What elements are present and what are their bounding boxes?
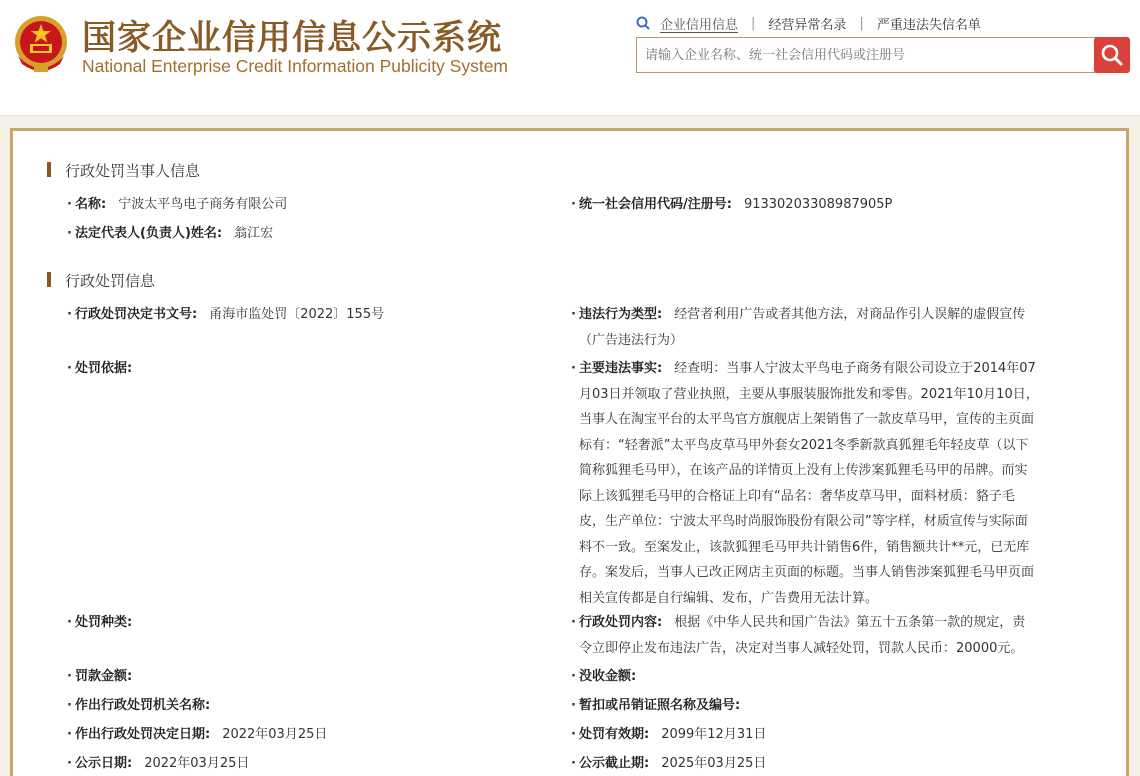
party-name-label: 名称: xyxy=(75,197,107,212)
party-name-value: 宁波太平鸟电子商务有限公司 xyxy=(118,197,288,212)
decision-date-value: 2022年03月25日 xyxy=(222,727,328,742)
nav-abnormal-list[interactable]: 经营异常名录 xyxy=(768,17,847,33)
section-penalty-title: 行政处罚信息 xyxy=(47,270,155,291)
facts-line: 经查明：当事人宁波太平鸟电子商务有限公司设立于2014年07 xyxy=(674,361,1036,376)
site-title-cn: 国家企业信用信息公示系统 xyxy=(82,18,502,58)
publicity-date-label: 公示日期: xyxy=(75,756,133,771)
credit-code-label: 统一社会信用代码/注册号: xyxy=(579,197,732,212)
license-row: · 暂扣或吊销证照名称及编号: xyxy=(571,698,741,713)
legal-rep-label: 法定代表人(负责人)姓名: xyxy=(75,226,223,241)
basis-label: 处罚依据: xyxy=(75,361,133,376)
facts-label: 主要违法事实: xyxy=(579,361,663,376)
nav-divider: | xyxy=(859,15,864,31)
publicity-date-value: 2022年03月25日 xyxy=(144,756,250,771)
authority-label: 作出行政处罚机关名称: xyxy=(75,698,211,713)
facts-line: 际上该狐狸毛马甲的合格证上印有“品名：奢华皮草马甲，面料材质：貉子毛 xyxy=(579,488,1015,504)
kind-label: 处罚种类: xyxy=(75,615,133,630)
basis-row: · 处罚依据: xyxy=(67,361,133,376)
credit-code-row: · 统一社会信用代码/注册号: 91330203308987905P xyxy=(571,197,893,212)
national-emblem-icon xyxy=(12,14,70,76)
search-icon xyxy=(1100,43,1124,67)
confiscation-label: 没收金额: xyxy=(579,669,637,684)
facts-line: 标有：“轻奢派”太平鸟皮草马甲外套女2021冬季新款真狐狸毛年轻皮草（以下 xyxy=(579,437,1029,453)
site-title-en: National Enterprise Credit Information Publicity System xyxy=(82,56,509,76)
publicity-date-row: · 公示日期: 2022年03月25日 xyxy=(67,756,250,771)
decision-no-row: · 行政处罚决定书文号: 甬海市监处罚〔2022〕155号 xyxy=(67,307,385,322)
publicity-end-label: 公示截止期: xyxy=(579,756,650,771)
facts-line: 月03日并领取了营业执照，主要从事服装服饰批发和零售。2021年10月10日， xyxy=(579,386,1039,402)
content-line: 根据《中华人民共和国广告法》第五十五条第一款的规定，责 xyxy=(674,615,1026,630)
authority-row: · 作出行政处罚机关名称: xyxy=(67,698,211,713)
facts-line: 相关宣传都是自行编辑、发布，广告费用无法计算。 xyxy=(579,590,879,606)
violation-type-label: 违法行为类型: xyxy=(579,307,663,322)
decision-no-value: 甬海市监处罚〔2022〕155号 xyxy=(209,307,385,322)
violation-type-row: · 违法行为类型: 经营者利用广告或者其他方法，对商品作引人误解的虚假宣传 （广告违法行为） xyxy=(571,307,1026,348)
decision-date-row: · 作出行政处罚决定日期: 2022年03月25日 xyxy=(67,727,328,742)
decision-no-label: 行政处罚决定书文号: xyxy=(75,307,198,322)
section-party-title: 行政处罚当事人信息 xyxy=(47,160,200,181)
facts-line: 存。案发后，当事人已改正网店主页面的标题。当事人销售涉案狐狸毛马甲页面 xyxy=(579,565,1035,580)
search-icon xyxy=(636,16,650,30)
facts-line: 皮，生产单位：宁波太平鸟时尚服饰股份有限公司”等字样，材质宣传与实际面 xyxy=(579,514,1028,529)
confiscation-row: · 没收金额: xyxy=(571,669,637,684)
credit-code-value: 91330203308987905P xyxy=(743,197,893,212)
nav-enterprise-credit[interactable]: 企业信用信息 xyxy=(660,17,739,33)
facts-line: 当事人在淘宝平台的太平鸟官方旗舰店上架销售了一款皮草马甲，宣传的主页面 xyxy=(579,412,1035,427)
violation-type-value-cont: （广告违法行为） xyxy=(579,332,684,348)
top-nav xyxy=(636,13,981,33)
valid-until-value: 2099年12月31日 xyxy=(661,727,767,742)
publicity-end-row: · 公示截止期: 2025年03月25日 xyxy=(571,756,767,771)
decision-date-label: 作出行政处罚决定日期: xyxy=(75,727,211,742)
publicity-end-value: 2025年03月25日 xyxy=(661,756,767,771)
search-button[interactable] xyxy=(1094,37,1130,73)
license-label: 暂扣或吊销证照名称及编号: xyxy=(579,698,741,713)
site-header xyxy=(0,0,1140,116)
facts-row: · 主要违法事实: 经查明：当事人宁波太平鸟电子商务有限公司设立于2014年07 月03日并领取了营业执照，主要从事服装服饰批发和零售。2021年10月10日， 当事人在淘宝平台的太平鸟官方旗舰店上架销售了一款皮草马甲，宣传的主页面 标有：“轻奢派”太平鸟皮草马甲外套女2021冬季新款真狐狸毛年轻皮草（以下 简称狐狸毛马甲），在该产品的详情页上没有上传涉案狐狸毛马甲的吊牌。而实 际上该狐狸毛马甲的合格证上印有“品名：奢华皮草马甲，面料材质：貉子毛 皮，生产单位：宁波太平鸟时尚服饰股份有限公司”等字样，材质宣传与实际面 料不一致。至案发止，该款狐狸毛马甲共计销售6件，销售额共计**元，已无库 存。案发后，当事人已改正网店主页面的标题。当事人销售涉案狐狸毛马甲页面 相关宣传都是自行编辑、发布，广告费用无法计算。 xyxy=(571,361,1039,606)
party-name-row: · 名称: 宁波太平鸟电子商务有限公司 xyxy=(67,197,288,212)
valid-until-label: 处罚有效期: xyxy=(579,727,650,742)
content-line: 令立即停止发布违法广告，决定对当事人减轻处罚，罚款人民币：20000元。 xyxy=(579,640,1024,656)
search-input[interactable] xyxy=(636,37,1096,73)
kind-row: · 处罚种类: xyxy=(67,615,133,630)
detail-panel xyxy=(10,128,1129,776)
nav-serious-violation-list[interactable]: 严重违法失信名单 xyxy=(876,17,981,33)
content-row: · 行政处罚内容: 根据《中华人民共和国广告法》第五十五条第一款的规定，责 令立即停止发布违法广告，决定对当事人减轻处罚，罚款人民币：20000元。 xyxy=(571,615,1026,656)
facts-line: 料不一致。至案发止，该款狐狸毛马甲共计销售6件，销售额共计**元，已无库 xyxy=(579,539,1030,555)
fine-row: · 罚款金额: xyxy=(67,669,133,684)
nav-divider: | xyxy=(751,15,756,31)
facts-line: 简称狐狸毛马甲），在该产品的详情页上没有上传涉案狐狸毛马甲的吊牌。而实 xyxy=(579,463,1028,478)
legal-rep-value: 翁江宏 xyxy=(234,226,274,241)
fine-label: 罚款金额: xyxy=(75,669,133,684)
content-label: 行政处罚内容: xyxy=(579,615,663,630)
violation-type-value: 经营者利用广告或者其他方法，对商品作引人误解的虚假宣传 xyxy=(674,307,1026,322)
legal-rep-row: · 法定代表人(负责人)姓名: 翁江宏 xyxy=(67,226,274,241)
valid-until-row: · 处罚有效期: 2099年12月31日 xyxy=(571,727,767,742)
